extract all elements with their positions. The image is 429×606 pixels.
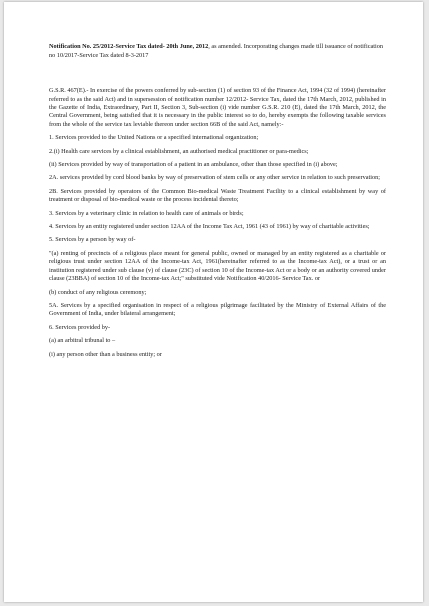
notification-title <box>49 43 386 60</box>
paragraph-5: 5. Services by a person by way of- <box>49 236 136 244</box>
paragraph-2-i: 2.(i) Health care services by a clinical establishment, an authorised medical practitioner or para-medics; <box>49 147 309 155</box>
paragraph-4: 4. Services by an entity registered under section 12AA of the Income Tax Act, 1961 (43 of 1961) by way of charitable activities; <box>49 223 370 231</box>
paragraph-1: 1. Services provided to the United Nations or a specified international organization; <box>49 134 259 142</box>
document-body <box>49 43 386 359</box>
notification-title-bold: Notification No. 25/2012-Service Tax dated- 20th June, 2012 <box>49 43 209 50</box>
paragraph-6-a: (a) an arbitral tribunal to – <box>49 337 116 345</box>
paragraph-2-ii: (ii) Services provided by way of transportation of a patient in an ambulance, other than those specified in (i) above; <box>49 161 338 169</box>
paragraph-2a: 2A. services provided by cord blood banks by way of preservation of stem cells or any other service in relation to such preservation; <box>49 174 380 182</box>
paragraph-6-a-i: (i) any person other than a business entity; or <box>49 350 162 358</box>
paragraph-3: 3. Services by a veterinary clinic in relation to health care of animals or birds; <box>49 209 244 217</box>
paragraph-5-a: "(a) renting of precincts of a religious place meant for general public, owned or managed by an entity registered as a charitable or religious trust under section 12AA of the Income-tax Act, 1961(hereinafter referred to as the Income-tax Act), or a trust or an institution registered under sub clause (v) of clause (23C) of section 10 of the Income-tax Act or a body or an authority covered under clause (23BBA) of section 10 of the Income-tax Act;" substituted vide Notification 40/2016- Service Tax. or <box>49 249 386 283</box>
paragraph-6: 6. Services provided by- <box>49 323 111 331</box>
intro-paragraph: G.S.R. 467(E).- In exercise of the powers conferred by sub-section (1) of section 93 of the Finance Act, 1994 (32 of 1994) (hereinafter referred to as the said Act) and in supersession of notification number 12/2012- Service Tax, dated the 17th March, 2012, published in the Gazette of India, Extraordinary, Part II, Section 3, Sub-section (i) vide number G.S.R. 210 (E), dated the 17th March, 2012, the Central Government, being satisfied that it is necessary in the public interest so to do, hereby exempts the following taxable services from the whole of the service tax leviable thereon under section 66B of the said Act, namely:- <box>49 87 386 128</box>
paragraph-5a: 5A. Services by a specified organisation in respect of a religious pilgrimage facilitated by the Ministry of External Affairs of the Government of India, under bilateral arrangement; <box>49 301 386 318</box>
paragraph-2b: 2B. Services provided by operators of the Common Bio-medical Waste Treatment Facility to a clinical establishment by way of treatment or disposal of bio-medical waste or the process incidental thereto; <box>49 187 386 204</box>
notification-title-rest: , as amended. Incorporating changes made till issuance of notification no 10/2017-Service Tax dated 8-3-2017 <box>49 43 383 59</box>
paragraph-5-b: (b) conduct of any religious ceremony; <box>49 288 147 296</box>
document-page <box>4 2 423 602</box>
